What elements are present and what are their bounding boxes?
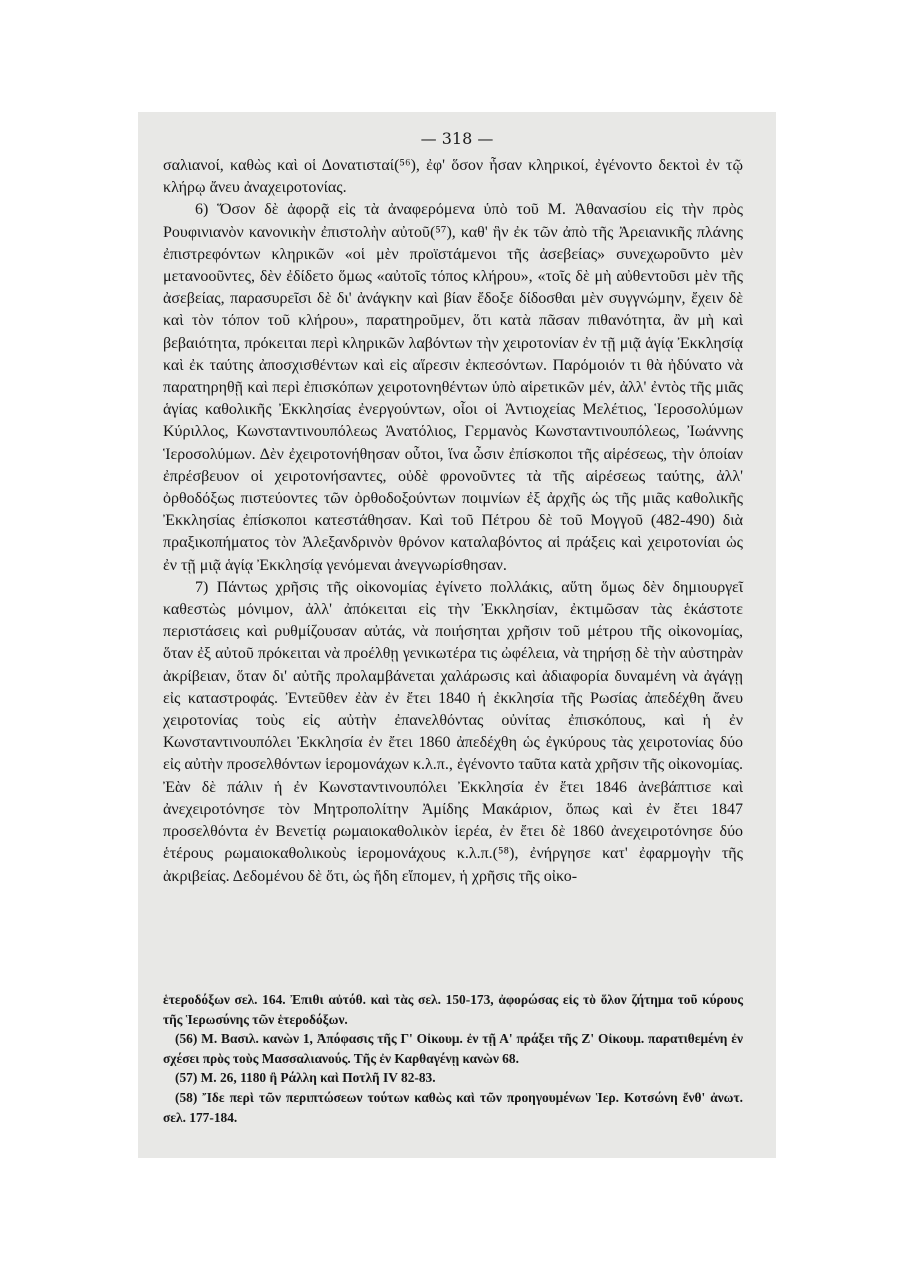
paragraph-7: 7) Πάντως χρῆσις τῆς οἰκονομίας ἐγίνετο πολλάκις, αὕτη ὅμως δὲν δημιουργεῖ καθεστὼς μόνιμον, ἀλλ' ἀπόκειται εἰς τὴν Ἐκκλησίαν, ἐκτιμῶσαν τὰς ἑκάστοτε περιστάσεις καὶ ρυθμίζουσαν αὐτάς, νὰ ποιήσηται χρῆσιν τοῦ μέτρου τῆς οἰκονομίας, ὅταν ἐξ αὐτοῦ πρόκειται νὰ προέλθῃ γενικωτέρα τις ὠφέλεια, νὰ τηρήσῃ δὲ τὴν αὐστηρὰν ἀκρίβειαν, ὅταν δι' αὐτῆς προλαμβάνεται χαλάρωσις καὶ ἀδιαφορία δυναμένη νὰ ἀγάγῃ εἰς καταστροφάς. Ἐντεῦθεν ἐὰν ἐν ἔτει 1840 ἡ ἐκκλησία τῆς Ρωσίας ἀπεδέχθη ἄνευ χειροτονίας τοὺς εἰς αὐτὴν ἐπανελθόντας οὐνίτας ἐπισκόπους, καὶ ἡ ἐν Κωνσταντινουπόλει Ἐκκλησία ἐν ἔτει 1860 ἀπεδέχθη ὡς ἐγκύρους τὰς χειροτονίας δύο εἰς αὐτὴν προσελθόντων ἱερομονάχων κ.λ.π., ἐγένοντο ταῦτα κατὰ χρῆσιν τῆς οἰκονομίας. Ἐὰν δὲ πάλιν ἡ ἐν Κωνσταντινουπόλει Ἐκκλησία ἐν ἔτει 1846 ἀνεβάπτισε καὶ ἀνεχειροτόνησε τὸν Μητροπολίτην Ἀμίδης Μακάριον, ὅπως καὶ ἐν ἔτει 1847 προσελθόντα ἐν Βενετίᾳ ρωμαιοκαθολικὸν ἱερέα, ἐν ἔτει δὲ 1860 ἀνεχειροτόνησε δύο ἑτέρους ρωμαιοκαθολικοὺς ἱερομονάχους κ.λ.π.(⁵⁸), ἐνήργησε κατ' ἐφαρμογὴν τῆς ἀκριβείας. Δεδομένου δὲ ὅτι, ὡς ἤδη εἴπομεν, ἡ χρῆσις τῆς οἰκο- <box>163 578 743 885</box>
footnotes <box>163 990 743 1127</box>
paragraph-6: 6) Ὅσον δὲ ἀφορᾷ εἰς τὰ ἀναφερόμενα ὑπὸ τοῦ Μ. Ἀθανασίου εἰς τὴν πρὸς Ρουφινιανὸν κανονικὴν ἐπιστολὴν αὐτοῦ(⁵⁷), καθ' ἣν ἐκ τῶν ἀπὸ τῆς Ἀρειανικῆς πλάνης ἐπιστρεφόντων κληρικῶν «οἱ μὲν προϊστάμενοι τῆς ἀσεβείας» συνεχωροῦντο μὲν μετανοοῦντες, δὲν ἐδίδετο ὅμως «αὐτοῖς τόπος κλήρου», «τοῖς δὲ μὴ αὐθεντοῦσι μὲν τῆς ἀσεβείας, παρασυρεῖσι δὲ δι' ἀνάγκην καὶ βίαν ἔδοξε δίδοσθαι μὲν συγγνώμην, ἔχειν δὲ καὶ τὸν τόπον τοῦ κλήρου», παρατηροῦμεν, ὅτι κατὰ πᾶσαν πιθανότητα, ἂν μὴ καὶ βεβαιότητα, πρόκειται περὶ κληρικῶν λαβόντων τὴν χειροτονίαν ἐν τῇ μιᾷ ἁγίᾳ Ἐκκλησίᾳ καὶ ἐκ ταύτης ἀποσχισθέντων καὶ εἰς αἵρεσιν ἐκπεσόντων. Παρόμοιόν τι θὰ ἠδύνατο νὰ παρατηρηθῇ καὶ περὶ ἐπισκόπων χειροτονηθέντων ὑπὸ αἱρετικῶν μέν, ἀλλ' ἐντὸς τῆς μιᾶς ἁγίας καθολικῆς Ἐκκλησίας ἐνεργούντων, οἷοι οἱ Ἀντιοχείας Μελέτιος, Ἱεροσολύμων Κύριλλος, Κωνσταντινουπόλεως Ἀνατόλιος, Γερμανὸς Κωνσταντινουπόλεως, Ἰωάννης Ἱεροσολύμων. Δὲν ἐχειροτονήθησαν οὗτοι, ἵνα ὦσιν ἐπίσκοποι τῆς αἱρέσεως, τὴν ὁποίαν ἐπρέσβευον οἱ χειροτονήσαντες, οὐδὲ φρονοῦντες τὰ τῆς αἱρέσεως ταύτης, ἀλλ' ὀρθοδόξως πιστεύοντες τῶν ὀρθοδοξούντων ποιμνίων ἐξ ἀρχῆς ὡς τῆς μιᾶς καθολικῆς Ἐκκλησίας ἐπίσκοποι κατεστάθησαν. Καὶ τοῦ Πέτρου δὲ τοῦ Μογγοῦ (482-490) διὰ πραξικοπήματος τὸν Ἀλεξανδρινὸν θρόνον καταλαβόντος αἱ πράξεις καὶ χειροτονίαι ὡς ἐν τῇ μιᾷ ἁγίᾳ Ἐκκλησίᾳ γενόμεναι ἀνεγνωρίσθησαν. <box>163 201 743 574</box>
page-number: — 318 — <box>420 129 494 148</box>
footnote-58: (58) Ἴδε περὶ τῶν περιπτώσεων τούτων καθὼς καὶ τῶν προηγουμένων Ἱερ. Κοτσώνη ἔνθ' ἀνωτ. σελ. 177-184. <box>163 1089 743 1125</box>
paragraph-continuation: σαλιανοί, καθὼς καὶ οἱ Δονατισταί(⁵⁶), ἐφ' ὅσον ἦσαν κληρικοί, ἐγένοντο δεκτοὶ ἐν τῷ κλήρῳ ἄνευ ἀναχειροτονίας. <box>163 157 743 197</box>
footnote-continuation: ἑτεροδόξων σελ. 164. Ἐπιθι αὐτόθ. καὶ τὰς σελ. 150-173, ἀφορώσας εἰς τὸ ὅλον ζήτημα τοῦ κύρους τῆς Ἱερωσύνης τῶν ἑτεροδόξων. <box>163 992 743 1027</box>
footnote-56: (56) Μ. Βασιλ. κανὼν 1, Ἀπόφασις τῆς Γ' Οἰκουμ. ἐν τῇ Α' πράξει τῆς Ζ' Οἰκουμ. παρατιθεμένη ἐν σχέσει πρὸς τοὺς Μασσαλιανούς. Τῆς ἐν Καρθαγένῃ κανὼν 68. <box>163 1031 743 1066</box>
main-text <box>163 155 743 888</box>
footnote-57: (57) Μ. 26, 1180 ἢ Ράλλη καὶ Ποτλῆ IV 82-83. <box>175 1070 436 1086</box>
book-page <box>138 112 776 1158</box>
